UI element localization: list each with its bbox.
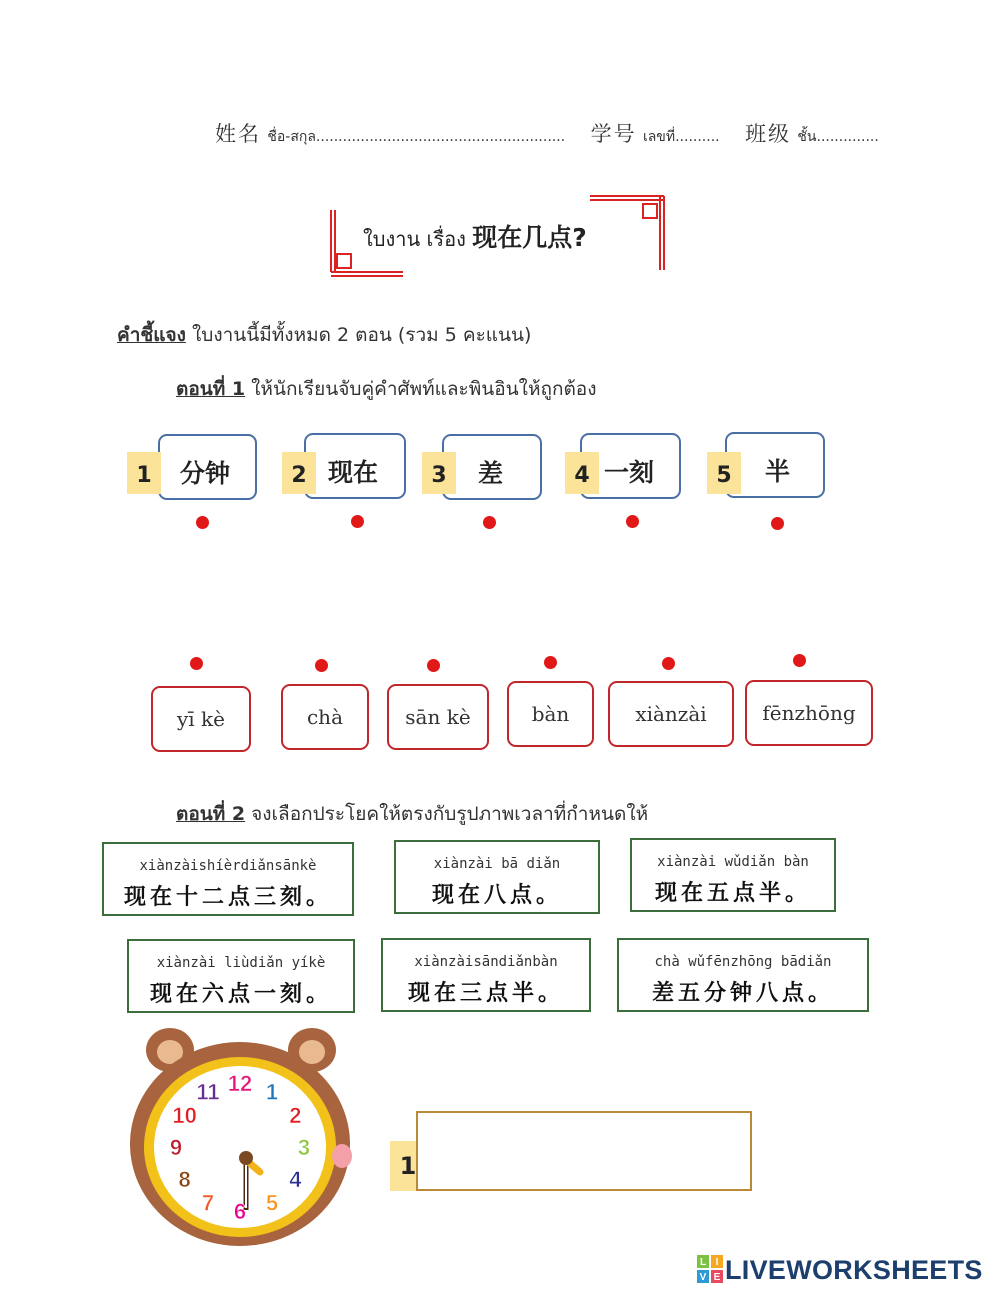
answer-number-badge: 1 (390, 1141, 426, 1191)
match-dot[interactable] (351, 515, 364, 528)
part2-text: จงเลือกประโยคให้ตรงกับรูปภาพเวลาที่กำหนดให้ (245, 803, 649, 825)
instructions (117, 320, 531, 350)
word-number-badge: 4 (565, 452, 599, 494)
sentence-card[interactable] (127, 939, 355, 1013)
student-info-header (215, 118, 879, 148)
match-dot[interactable] (196, 516, 209, 529)
word-number-badge: 5 (707, 452, 741, 494)
match-dot[interactable] (626, 515, 639, 528)
clock-numeral: 11 (196, 1079, 220, 1105)
sentence-pinyin: xiànzài wǔdiǎn bàn (657, 854, 809, 870)
clock-numeral: 1 (265, 1079, 279, 1105)
brand-tile-letter: I (715, 1257, 719, 1268)
brand-tile-letter: V (699, 1272, 707, 1283)
match-dot[interactable] (190, 657, 203, 670)
match-dot[interactable] (483, 516, 496, 529)
answer-input-box[interactable] (416, 1111, 752, 1191)
match-dot[interactable] (771, 517, 784, 530)
clock-numeral: 5 (265, 1190, 279, 1216)
clock-numeral: 12 (227, 1071, 253, 1096)
word-hanzi: 分钟 (180, 459, 231, 488)
pinyin-card[interactable]: yī kè (151, 686, 251, 752)
match-dot[interactable] (662, 657, 675, 670)
name-fill-line[interactable]: ........................................................ (315, 129, 566, 145)
sentence-card[interactable] (630, 838, 836, 912)
word-card-1[interactable] (158, 434, 257, 500)
sentence-hanzi: 现在五点半。 (654, 880, 811, 906)
class-label-th: ชั้น (797, 129, 817, 145)
clock-numeral: 6 (233, 1199, 247, 1224)
liveworksheets-logo (697, 1253, 983, 1287)
id-label-cn: 学号 (590, 122, 637, 146)
worksheet-title (325, 192, 670, 284)
pinyin-card[interactable]: fēnzhōng (745, 680, 873, 746)
part1-label: ตอนที่ 1 (176, 378, 246, 400)
pinyin-card[interactable]: bàn (507, 681, 594, 747)
word-hanzi: 半 (765, 457, 791, 486)
clock-numeral: 2 (289, 1103, 302, 1128)
sentence-card[interactable] (394, 840, 600, 914)
brand-name: LIVEWORKSHEETS (725, 1254, 983, 1285)
title-topic: 现在几点? (472, 223, 587, 252)
word-number-badge: 1 (127, 452, 161, 494)
word-card-3[interactable] (442, 434, 542, 500)
word-hanzi: 现在 (328, 458, 379, 487)
part2-heading (176, 799, 648, 829)
word-hanzi: 差 (478, 459, 504, 488)
sentence-hanzi: 现在六点一刻。 (149, 981, 332, 1007)
match-dot[interactable] (427, 659, 440, 672)
match-dot[interactable] (544, 656, 557, 669)
sentence-card[interactable] (102, 842, 354, 916)
word-number-badge: 2 (282, 452, 316, 494)
sentence-hanzi: 现在三点半。 (407, 980, 564, 1006)
class-fill-line[interactable]: .............. (816, 129, 879, 145)
word-hanzi: 一刻 (604, 458, 655, 487)
sentence-hanzi: 差五分钟八点。 (651, 980, 834, 1006)
sentence-pinyin: xiànzài bā diǎn (433, 856, 561, 872)
id-fill-line[interactable]: .......... (675, 129, 720, 145)
word-number-badge: 3 (422, 452, 456, 494)
part2-label: ตอนที่ 2 (176, 803, 246, 825)
pinyin-card[interactable]: sān kè (387, 684, 489, 750)
sentence-pinyin: xiànzàisāndiǎnbàn (414, 954, 558, 970)
instructions-label: คำชี้แจง (117, 324, 186, 346)
brand-tiles-icon (697, 1255, 725, 1285)
sentence-pinyin: xiànzài liùdiǎn yíkè (156, 955, 326, 971)
clock-numeral: 4 (289, 1167, 302, 1192)
instructions-text: ใบงานนี้มีทั้งหมด 2 ตอน (รวม 5 คะแนน) (185, 324, 532, 346)
sentence-hanzi: 现在十二点三刻。 (123, 884, 332, 910)
match-dot[interactable] (315, 659, 328, 672)
title-prefix: ใบงาน เรื่อง (363, 227, 466, 251)
clock-numeral: 7 (201, 1190, 215, 1216)
class-label-cn: 班级 (745, 122, 792, 146)
part1-heading (176, 374, 597, 404)
clock-numeral: 3 (297, 1135, 311, 1160)
pinyin-card[interactable]: xiànzài (608, 681, 734, 747)
word-card-2[interactable] (304, 433, 406, 499)
brand-tile-letter: E (713, 1272, 721, 1283)
id-label-th: เลขที่ (642, 129, 676, 145)
sentence-card[interactable] (617, 938, 869, 1012)
sentence-pinyin: chà wǔfēnzhōng bādiǎn (654, 954, 832, 970)
pinyin-card[interactable]: chà (281, 684, 369, 750)
clock-numeral: 9 (169, 1135, 183, 1160)
part1-text: ให้นักเรียนจับคู่คำศัพท์และพินอินให้ถูกต้อง (245, 378, 597, 400)
name-label-th: ชื่อ-สกุล (267, 129, 316, 145)
sentence-pinyin: xiànzàishíèrdiǎnsānkè (139, 858, 317, 874)
clock-numeral: 8 (178, 1167, 191, 1192)
bear-clock-icon (128, 1022, 358, 1254)
clock-numeral: 10 (172, 1103, 197, 1128)
sentence-card[interactable] (381, 938, 591, 1012)
sentence-hanzi: 现在八点。 (431, 882, 562, 908)
name-label-cn: 姓名 (215, 122, 261, 146)
brand-tile-letter: L (699, 1257, 707, 1268)
match-dot[interactable] (793, 654, 806, 667)
